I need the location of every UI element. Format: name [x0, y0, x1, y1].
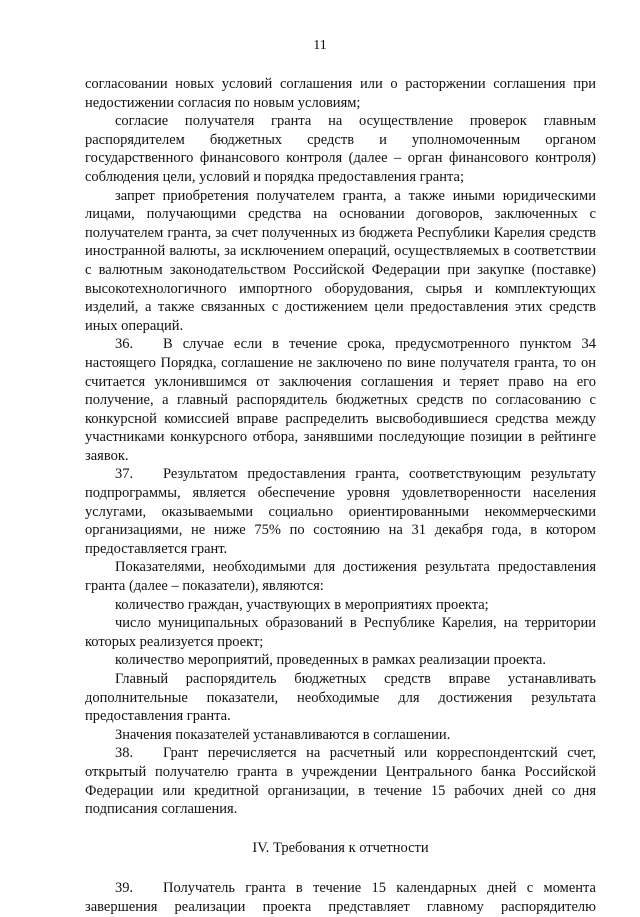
paragraph	[85, 558, 596, 595]
paragraph	[85, 112, 596, 186]
paragraph	[85, 75, 596, 112]
numbered-paragraph	[85, 879, 596, 916]
paragraph	[85, 670, 596, 726]
paragraph	[85, 187, 596, 336]
paragraph-text: Главный распорядитель бюджетных средств вправе устанавливать дополнительные показатели, необходимые для достижения результата предоставления гранта.	[85, 671, 596, 725]
paragraph-text: Получатель гранта в течение 15 календарных дней с момента завершения реализации проекта представляет главному распорядителю	[85, 880, 596, 915]
paragraph-text: запрет приобретения получателем гранта, а также иными юридическими лицами, получающими средства на основании договоров, заключенных с получателем гранта, за счет полученных из бюджета Республики Карелия средств иностранной валюты, за исключением операций, осуществляемых в соответствии с валютным законодательством Российской Федерации при закупке (поставке) высокотехнологичного импортного оборудования, сырья и комплектующих изделий, а также связанных с достижением цели предоставления этих средств иных операций.	[85, 187, 596, 334]
paragraph-text: согласовании новых условий соглашения или о расторжении соглашения при недостижении согласия по новым условиям;	[85, 76, 596, 111]
numbered-paragraph	[85, 335, 596, 465]
paragraph-text: Результатом предоставления гранта, соответствующим результату подпрограммы, является обеспечение уровня удовлетворенности населения услугами, оказываемыми социально ориентированными некоммерческими организациями, не ниже 75% по состоянию на 31 декабря года, в котором предоставляется грант.	[85, 466, 596, 557]
paragraph	[85, 614, 596, 651]
paragraph-text: число муниципальных образований в Республике Карелия, на территории которых реализуется проект;	[85, 615, 596, 650]
paragraph-text: Грант перечисляется на расчетный или корреспондентский счет, открытый получателю гранта в учреждении Центрального банка Российской Федерации или кредитной организации, в течение 15 рабочих дней со дня подписания соглашения.	[85, 745, 596, 818]
paragraph-text: Показателями, необходимыми для достижения результата предоставления гранта (далее – показатели), являются:	[85, 559, 596, 595]
clause-number: 36.	[115, 336, 134, 353]
paragraph-text: количество мероприятий, проведенных в рамках реализации проекта.	[115, 652, 546, 669]
numbered-paragraph	[85, 465, 596, 558]
clause-number: 37.	[115, 466, 134, 483]
paragraph-text: Значения показателей устанавливаются в соглашении.	[115, 726, 451, 743]
paragraph	[85, 596, 596, 615]
document-body	[85, 75, 596, 917]
page-number: 11	[313, 38, 327, 53]
section-heading: IV. Требования к отчетности	[252, 839, 429, 856]
paragraph-text: В случае если в течение срока, предусмотренного пунктом 34 настоящего Порядка, соглашение не заключено по вине получателя гранта, то он считается уклонившимся от заключения соглашения и теряет право на его получение, а главный распорядитель бюджетных средств по согласованию с конкурсной комиссией вправе распределить высвободившиеся средства между участниками конкурсного отбора, занявшими последующие позиции в рейтинге заявок.	[85, 336, 596, 464]
paragraph-text: согласие получателя гранта на осуществление проверок главным распорядителем бюджетных средств и уполномоченным органом государственного финансового контроля (далее – орган финансового контроля) соблюдения цели, условий и порядка предоставления гранта;	[85, 113, 596, 185]
paragraph-text: количество граждан, участвующих в мероприятиях проекта;	[115, 596, 489, 613]
clause-number: 39.	[115, 880, 134, 897]
paragraph	[85, 726, 596, 745]
numbered-paragraph	[85, 744, 596, 818]
paragraph	[85, 651, 596, 670]
clause-number: 38.	[115, 745, 134, 762]
